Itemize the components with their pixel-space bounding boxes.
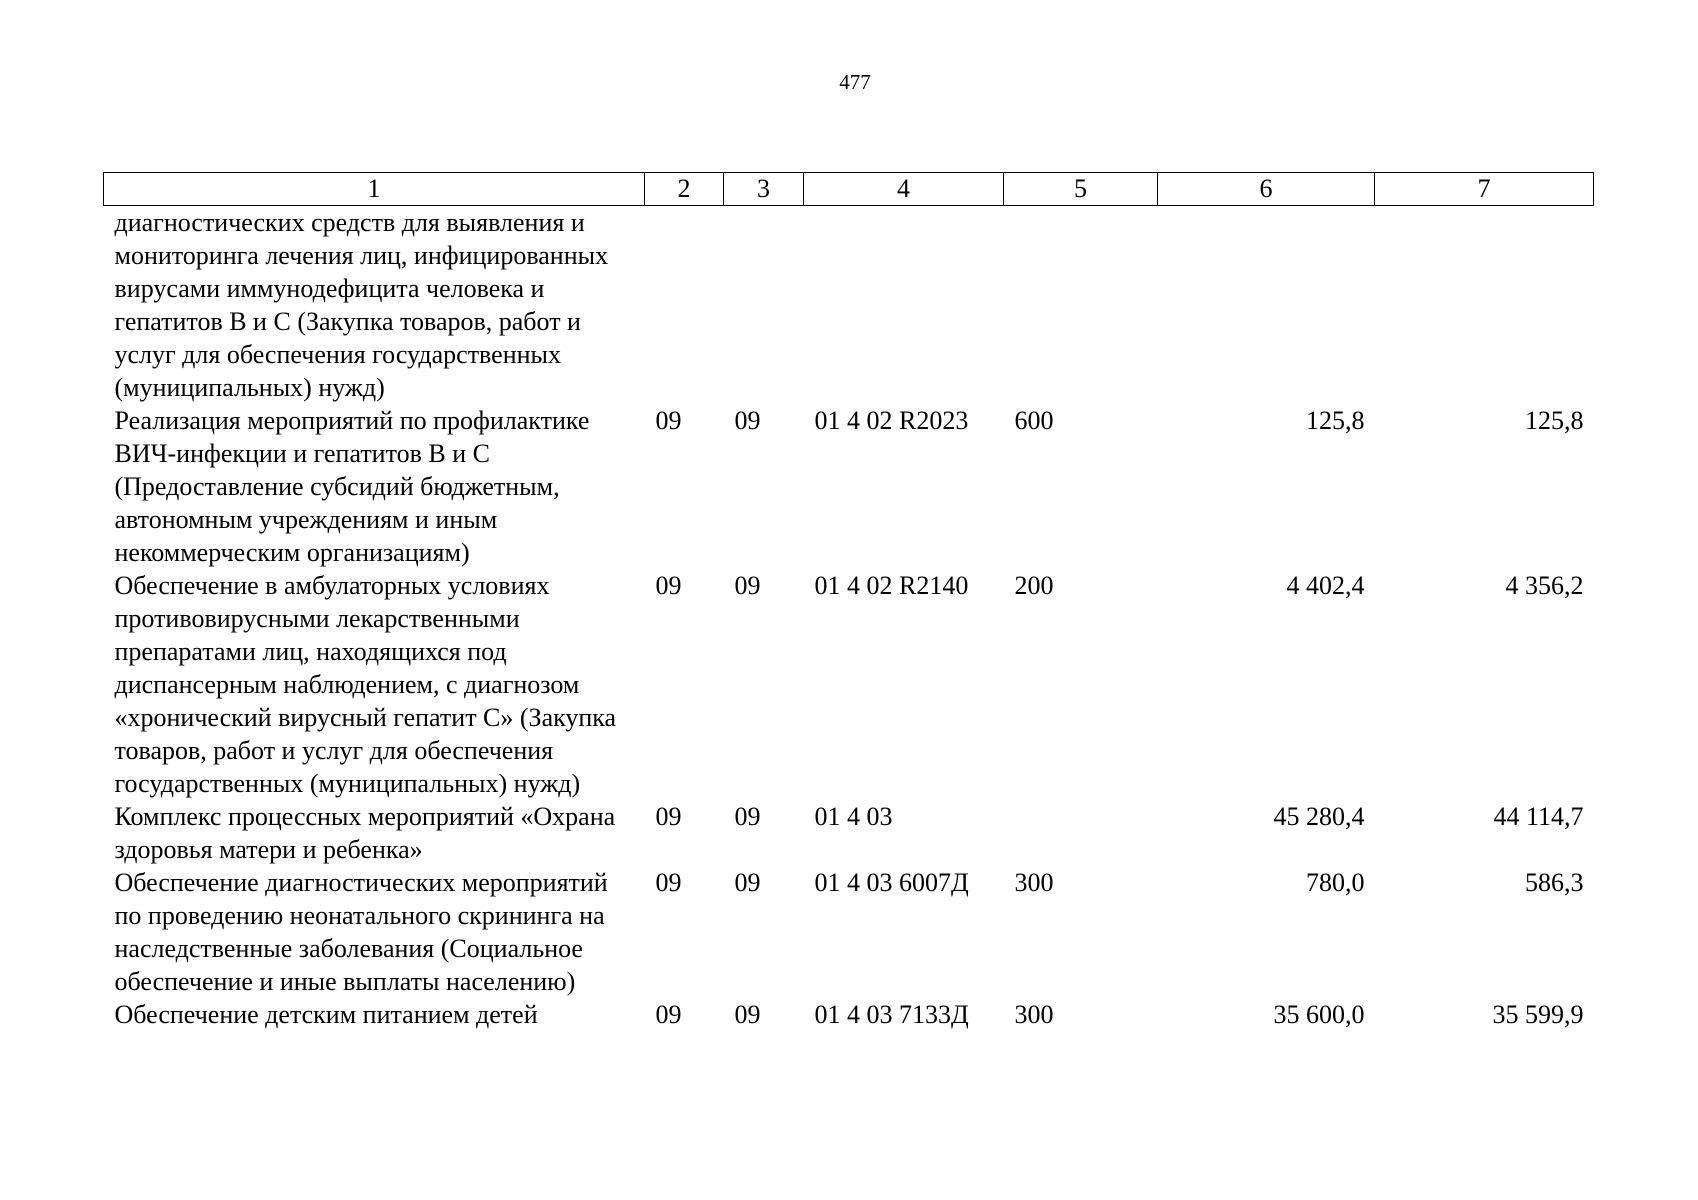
row-amount-col6: 35 600,0: [1273, 1000, 1365, 1029]
row-amount-col6: [1158, 206, 1375, 405]
table-row: [104, 569, 1594, 800]
row-subsection: 09: [734, 1000, 761, 1029]
table-row: [104, 404, 1594, 569]
header-col-1: 1: [104, 173, 645, 206]
row-amount-col7: 125,8: [1525, 406, 1584, 435]
row-target-code: 01 4 02 R2140: [814, 571, 969, 600]
table-header: [104, 173, 1594, 206]
row-expense-type: 300: [1014, 1000, 1054, 1029]
table-row: [104, 866, 1594, 998]
row-section: 09: [655, 1000, 682, 1029]
row-target-code: 01 4 03: [814, 802, 893, 831]
header-row: [104, 173, 1594, 206]
table-row: [104, 800, 1594, 866]
row-target-code: 01 4 03 7133Д: [814, 1000, 969, 1029]
row-subsection: 09: [734, 571, 761, 600]
header-col-6: 6: [1158, 173, 1375, 206]
row-name: Обеспечение диагностических мероприятий по проведению неонатального скрининга на наследственные заболевания (Социальное обеспечение и иные выплаты населению): [114, 868, 608, 996]
header-col-5: 5: [1004, 173, 1158, 206]
row-name: Обеспечение в амбулаторных условиях противовирусными лекарственными препаратами лиц, находящихся под диспансерным наблюдением, с диагнозом «хронический вирусный гепатит С» (Закупка товаров, работ и услуг для обеспечения государственных (муниципальных) нужд): [114, 571, 617, 798]
row-section: 09: [655, 406, 682, 435]
row-target-code: [804, 206, 1004, 405]
row-expense-type: [1004, 800, 1158, 866]
row-expense-type: 200: [1014, 571, 1054, 600]
page-number: 477: [839, 70, 871, 94]
row-amount-col6: 780,0: [1306, 868, 1365, 897]
header-col-2: 2: [645, 173, 724, 206]
row-name: диагностических средств для выявления и мониторинга лечения лиц, инфицированных вирусами иммунодефицита человека и гепатитов В и С (Закупка товаров, работ и услуг для обеспечения государственных (муниципальных) нужд): [114, 208, 609, 402]
budget-table: [103, 172, 1594, 1031]
row-expense-type: [1004, 206, 1158, 405]
table-row: [104, 998, 1594, 1031]
row-name: Реализация мероприятий по профилактике ВИЧ-инфекции и гепатитов В и С (Предоставление субсидий бюджетным, автономным учреждениям и иным некоммерческим организациям): [114, 406, 590, 567]
row-subsection: 09: [734, 802, 761, 831]
row-expense-type: 300: [1014, 868, 1054, 897]
row-amount-col7: [1375, 206, 1594, 405]
row-amount-col7: 44 114,7: [1493, 802, 1584, 831]
row-amount-col6: 125,8: [1306, 406, 1365, 435]
row-subsection: [724, 206, 804, 405]
row-amount-col6: 4 402,4: [1286, 571, 1365, 600]
row-amount-col7: 586,3: [1525, 868, 1584, 897]
row-target-code: 01 4 03 6007Д: [814, 868, 969, 897]
row-section: 09: [655, 802, 682, 831]
row-amount-col7: 4 356,2: [1505, 571, 1584, 600]
row-amount-col6: 45 280,4: [1273, 802, 1365, 831]
row-section: [645, 206, 724, 405]
header-col-3: 3: [724, 173, 804, 206]
row-amount-col7: 35 599,9: [1492, 1000, 1584, 1029]
header-col-7: 7: [1375, 173, 1594, 206]
header-col-4: 4: [804, 173, 1004, 206]
row-target-code: 01 4 02 R2023: [814, 406, 969, 435]
row-name: Обеспечение детским питанием детей: [114, 1000, 538, 1029]
table-body: [104, 206, 1594, 1032]
row-expense-type: 600: [1014, 406, 1054, 435]
table-row: [104, 206, 1594, 405]
row-section: 09: [655, 571, 682, 600]
row-name: Комплекс процессных мероприятий «Охрана здоровья матери и ребенка»: [114, 802, 616, 864]
row-subsection: 09: [734, 406, 761, 435]
row-section: 09: [655, 868, 682, 897]
row-subsection: 09: [734, 868, 761, 897]
